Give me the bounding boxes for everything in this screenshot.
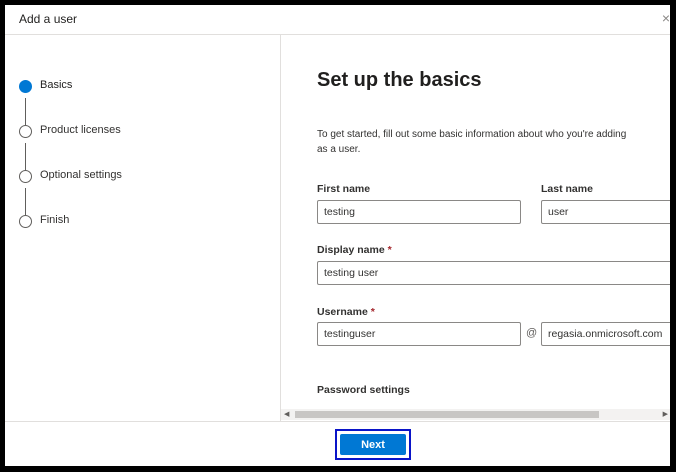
wizard-steps [5,35,281,421]
password-settings-label: Password settings [317,384,410,396]
dialog-footer [5,421,670,466]
first-name-field[interactable]: testing [317,200,521,224]
required-mark: * [387,244,392,256]
page-title: Set up the basics [317,69,482,91]
scroll-left-icon[interactable]: ◀ [284,411,290,418]
username-label-text: Username [317,306,368,318]
last-name-label: Last name [541,183,593,195]
last-name-field[interactable]: user [541,200,670,224]
step-connector [25,188,26,218]
required-mark: * [370,306,375,318]
first-name-label: First name [317,183,371,195]
step-label: Optional settings [40,169,122,181]
close-icon[interactable]: × [661,10,670,26]
step-label: Finish [40,214,70,226]
step-label: Basics [40,79,73,91]
empty-circle-icon [19,170,32,183]
display-name-field[interactable]: testing user [317,261,670,285]
empty-circle-icon [19,125,32,138]
step-label: Product licenses [40,124,121,136]
at-sign: @ [526,327,538,339]
step-connector [25,98,26,128]
scrollbar-thumb[interactable] [295,411,599,418]
scroll-right-icon[interactable]: ▶ [662,411,668,418]
username-field[interactable]: testinguser [317,322,521,346]
dialog-title: Add a user [19,12,78,26]
display-name-label-text: Display name [317,244,385,256]
horizontal-scrollbar[interactable] [281,409,670,420]
domain-select[interactable]: regasia.onmicrosoft.com [541,322,670,346]
next-button[interactable]: Next [340,434,406,455]
dialog-titlebar [5,5,670,35]
username-label [317,306,375,318]
intro-text: To get started, fill out some basic information about who you're adding as a user. [317,129,627,155]
add-user-dialog [5,5,670,466]
filled-circle-icon [19,80,32,93]
step-connector [25,143,26,173]
next-button-highlight [335,429,411,460]
form-panel [281,35,670,421]
empty-circle-icon [19,215,32,228]
display-name-label [317,244,392,256]
